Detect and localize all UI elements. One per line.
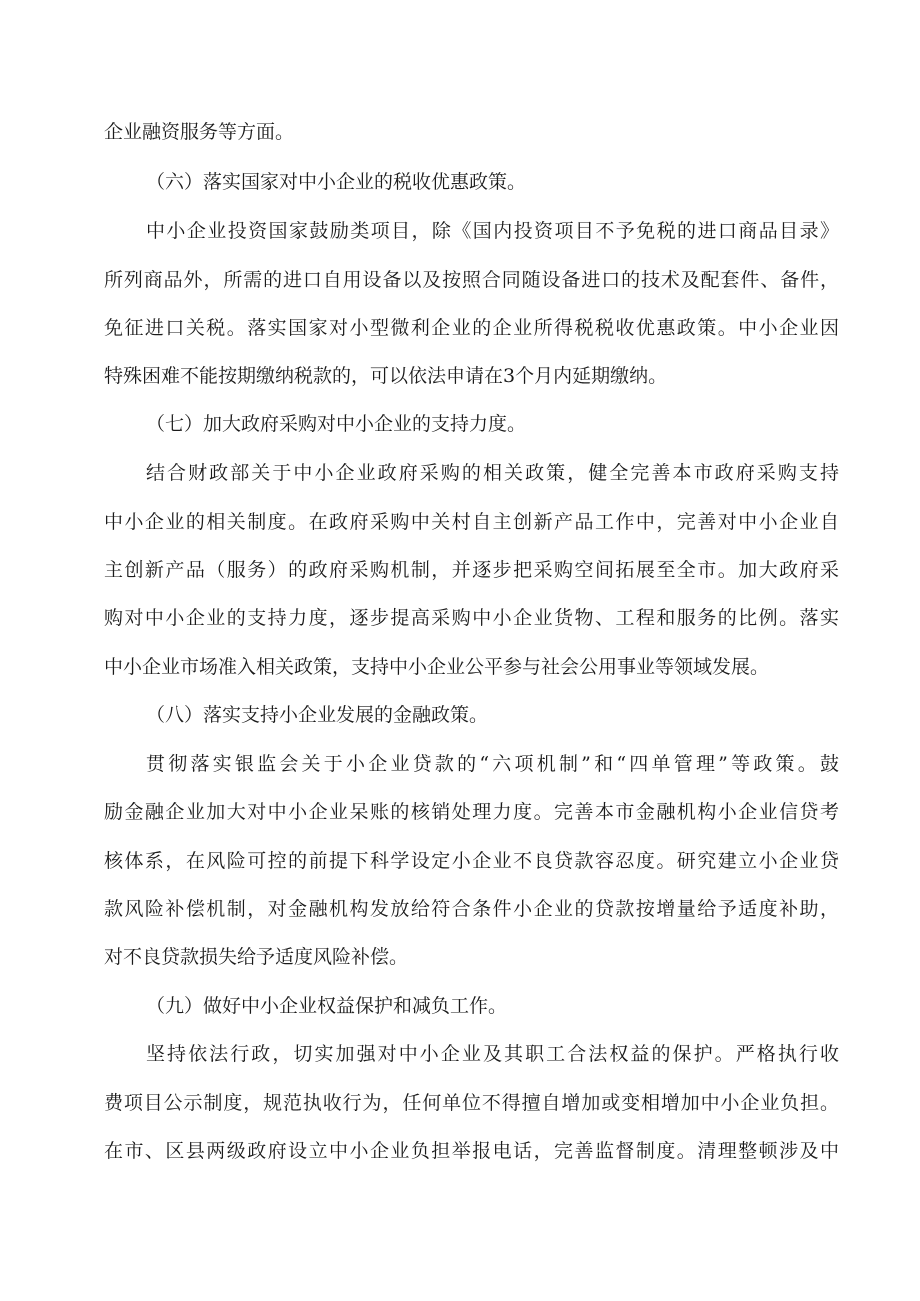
text-line: 费项目公示制度，规范执收行为，任何单位不得擅自增加或变相增加中小企业负担。: [104, 1092, 839, 1114]
section-heading-8: （八）落实支持小企业发展的金融政策。: [146, 704, 489, 726]
text-line: 核体系，在风险可控的前提下科学设定小企业不良贷款容忍度。研究建立小企业贷: [104, 850, 839, 872]
text-line: 坚持依法行政，切实加强对中小企业及其职工合法权益的保护。严格执行收: [146, 1043, 839, 1065]
text-line: 中小企业的相关制度。在政府采购中关村自主创新产品工作中，完善对中小企业自: [104, 511, 839, 533]
text-line: 励金融企业加大对中小企业呆账的核销处理力度。完善本市金融机构小企业信贷考: [104, 801, 839, 823]
text-line: 中小企业市场准入相关政策，支持中小企业公平参与社会公用事业等领域发展。: [104, 656, 770, 678]
text-line: 特殊困难不能按期缴纳税款的，可以依法申请在3个月内延期缴纳。: [104, 365, 668, 387]
section-heading-7: （七）加大政府采购对中小企业的支持力度。: [146, 413, 527, 435]
text-line: 企业融资服务等方面。: [104, 121, 295, 143]
text-line: 对不良贷款损失给予适度风险补偿。: [104, 946, 409, 968]
text-line: 结合财政部关于中小企业政府采购的相关政策，健全完善本市政府采购支持: [146, 462, 839, 484]
text-line: 贯彻落实银监会关于小企业贷款的“六项机制”和“四单管理”等政策。鼓: [146, 753, 839, 775]
text-line: 款风险补偿机制，对金融机构发放给符合条件小企业的贷款按增量给予适度补助，: [104, 898, 839, 920]
text-line: 购对中小企业的支持力度，逐步提高采购中小企业货物、工程和服务的比例。落实: [104, 607, 839, 629]
text-line: 所列商品外，所需的进口自用设备以及按照合同随设备进口的技术及配套件、备件，: [104, 269, 839, 291]
text-line: 免征进口关税。落实国家对小型微利企业的企业所得税税收优惠政策。中小企业因: [104, 317, 839, 339]
text-line: 主创新产品（服务）的政府采购机制，并逐步把采购空间拓展至全市。加大政府采: [104, 559, 839, 581]
text-line: 中小企业投资国家鼓励类项目，除《国内投资项目不予免税的进口商品目录》: [146, 220, 839, 242]
section-heading-6: （六）落实国家对中小企业的税收优惠政策。: [146, 171, 527, 193]
text-line: 在市、区县两级政府设立中小企业负担举报电话，完善监督制度。清理整顿涉及中: [104, 1140, 839, 1162]
section-heading-9: （九）做好中小企业权益保护和减负工作。: [146, 995, 508, 1017]
